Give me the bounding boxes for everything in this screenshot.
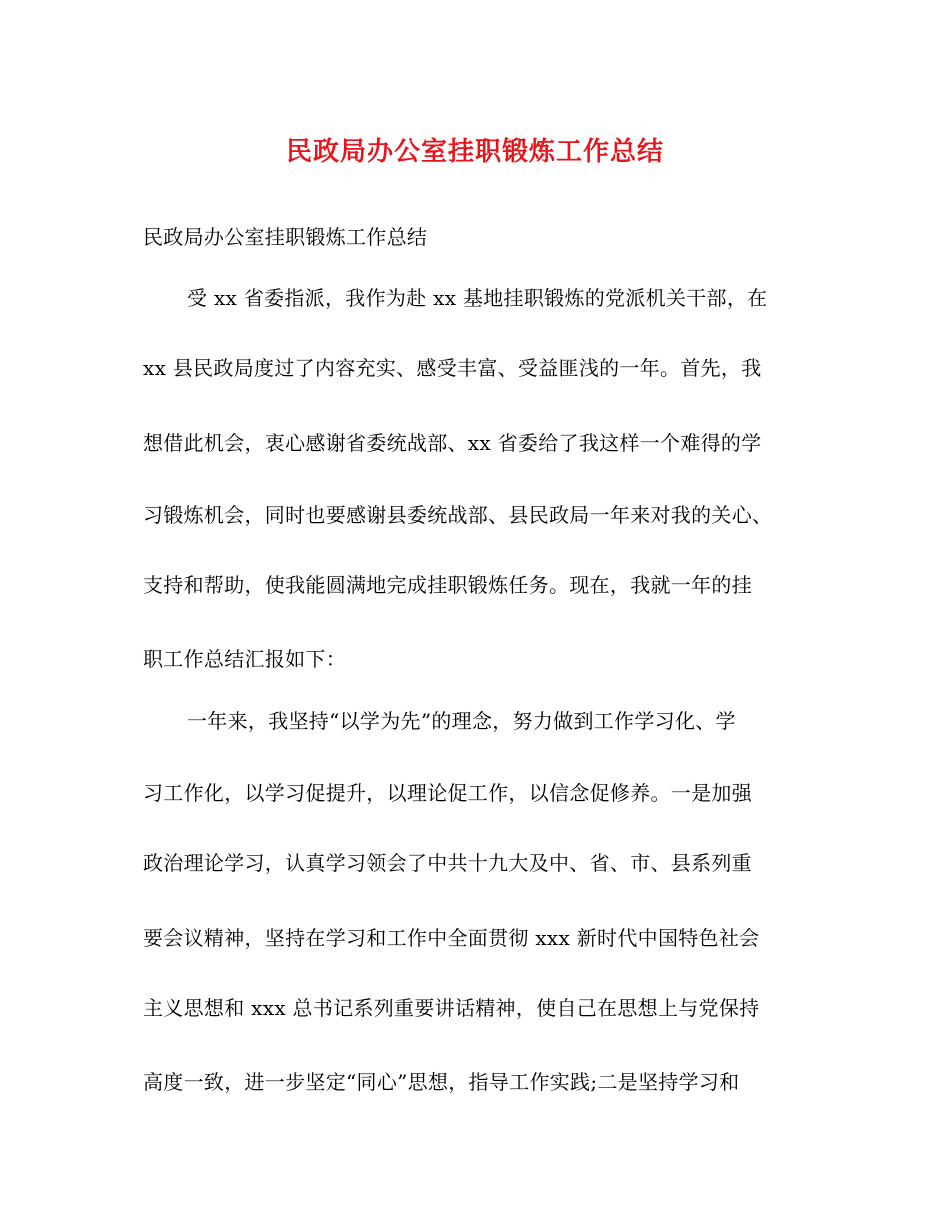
paragraph-2-line-6: 高度一致，进一步坚定“同心”思想，指导工作实践;二是坚持学习和 [143, 1070, 740, 1094]
paragraph-1-line-2: xx 县民政局度过了内容充实、感受丰富、受益匪浅的一年。首先，我 [143, 356, 762, 380]
paragraph-2-line-1: 一年来，我坚持“以学为先”的理念，努力做到工作学习化、学 [187, 709, 736, 733]
paragraph-2-line-5: 主义思想和 xxx 总书记系列重要讲话精神，使自己在思想上与党保持 [143, 996, 760, 1020]
paragraph-2-line-4: 要会议精神，坚持在学习和工作中全面贯彻 xxx 新时代中国特色社会 [143, 926, 760, 950]
paragraph-1-line-5: 支持和帮助，使我能圆满地完成挂职锻炼任务。现在，我就一年的挂 [143, 573, 752, 597]
paragraph-1-line-1: 受 xx 省委指派，我作为赴 xx 基地挂职锻炼的党派机关干部，在 [187, 286, 768, 310]
paragraph-2-line-3: 政治理论学习，认真学习领会了中共十九大及中、省、市、县系列重 [143, 851, 752, 875]
document-subtitle: 民政局办公室挂职锻炼工作总结 [143, 225, 428, 249]
paragraph-1-line-6: 职工作总结汇报如下： [143, 647, 346, 671]
paragraph-1-line-4: 习锻炼机会，同时也要感谢县委统战部、县民政局一年来对我的关心、 [143, 503, 773, 527]
paragraph-2-line-2: 习工作化，以学习促提升，以理论促工作，以信念促修养。一是加强 [143, 781, 752, 805]
document-title: 民政局办公室挂职锻炼工作总结 [285, 137, 664, 167]
paragraph-1-line-3: 想借此机会，衷心感谢省委统战部、xx 省委给了我这样一个难得的学 [143, 431, 762, 455]
